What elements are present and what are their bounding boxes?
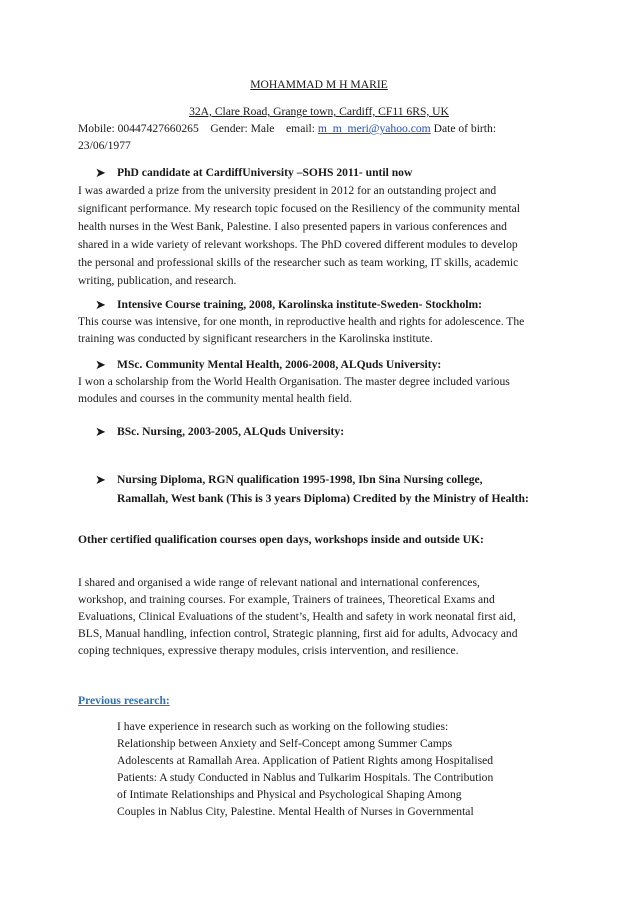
other-courses-heading: Other certified qualification courses open days, workshops inside and outside UK:: [78, 533, 484, 546]
paragraph-line: This course was intensive, for one month, in reproductive health and rights for adolescence. The: [78, 315, 525, 328]
research-line: I have experience in research such as working on the following studies:: [117, 720, 449, 733]
email-label: email:: [286, 122, 316, 135]
contact-line: [78, 120, 496, 138]
section-title-diploma: Nursing Diploma, RGN qualification 1995-1998, Ibn Sina Nursing college,: [117, 473, 483, 486]
research-line: of Intimate Relationships and Physical and Psychological Shaping Among: [117, 788, 462, 801]
paragraph-line: workshop, and training courses. For example, Trainers of trainees, Theoretical Exams and: [78, 593, 495, 606]
dob-value: 23/06/1977: [78, 139, 131, 152]
paragraph-line: I was awarded a prize from the university president in 2012 for an outstanding project and: [78, 184, 497, 197]
bullet-arrow-icon: ➤: [95, 357, 106, 372]
paragraph-line: shared in a wide variety of relevant workshops. The PhD covered different modules to develop: [78, 238, 518, 251]
bullet-arrow-icon: ➤: [95, 297, 106, 312]
previous-research-heading: Previous research:: [78, 694, 170, 707]
section-title-diploma-2: Ramallah, West bank (This is 3 years Diploma) Credited by the Ministry of Health:: [117, 492, 529, 505]
mobile-text: Mobile: 00447427660265: [78, 122, 199, 135]
section-title-msc: MSc. Community Mental Health, 2006-2008, ALQuds University:: [117, 358, 442, 371]
research-line: Couples in Nablus City, Palestine. Mental Health of Nurses in Governmental: [117, 805, 474, 818]
dob-label: Date of birth:: [433, 122, 497, 135]
cv-name: MOHAMMAD M H MARIE: [250, 78, 388, 91]
bullet-arrow-icon: ➤: [95, 472, 106, 487]
research-line: Adolescents at Ramallah Area. Application of Patient Rights among Hospitalised: [117, 754, 494, 767]
paragraph-line: writing, publication, and research.: [78, 274, 237, 287]
gender-text: Gender: Male: [210, 122, 275, 135]
paragraph-line: coping techniques, expressive therapy modules, crisis intervention, and resilience.: [78, 644, 459, 657]
research-line: Relationship between Anxiety and Self-Concept among Summer Camps: [117, 737, 453, 750]
section-title-intensive: Intensive Course training, 2008, Karolinska institute-Sweden- Stockholm:: [117, 298, 483, 311]
paragraph-line: I won a scholarship from the World Health Organisation. The master degree included various: [78, 375, 510, 388]
paragraph-line: I shared and organised a wide range of relevant national and international conferences,: [78, 576, 480, 589]
bullet-arrow-icon: ➤: [95, 165, 106, 180]
cv-address: 32A, Clare Road, Grange town, Cardiff, CF11 6RS, UK: [189, 105, 449, 118]
bullet-arrow-icon: ➤: [95, 424, 106, 439]
research-line: Patients: A study Conducted in Nablus and Tulkarim Hospitals. The Contribution: [117, 771, 494, 784]
paragraph-line: BLS, Manual handling, infection control, Strategic planning, first aid for adults, Advocacy and: [78, 627, 518, 640]
paragraph-line: health nurses in the West Bank, Palestine. I also presented papers in various conferences and: [78, 220, 507, 233]
paragraph-line: training was conducted by significant researchers in the Karolinska institute.: [78, 332, 433, 345]
paragraph-line: significant performance. My research topic focused on the Resiliency of the community mental: [78, 202, 521, 215]
paragraph-line: the personal and professional skills of the researcher such as team working, IT skills, academic: [78, 256, 519, 269]
section-title-phd: PhD candidate at CardiffUniversity –SOHS 2011- until now: [117, 166, 413, 179]
email-link[interactable]: m_m_meri@yahoo.com: [317, 122, 431, 135]
section-title-bsc: BSc. Nursing, 2003-2005, ALQuds University:: [117, 425, 345, 438]
paragraph-line: Evaluations, Clinical Evaluations of the student’s, Health and safety in work neonatal first aid,: [78, 610, 516, 623]
paragraph-line: modules and courses in the community mental health field.: [78, 392, 352, 405]
